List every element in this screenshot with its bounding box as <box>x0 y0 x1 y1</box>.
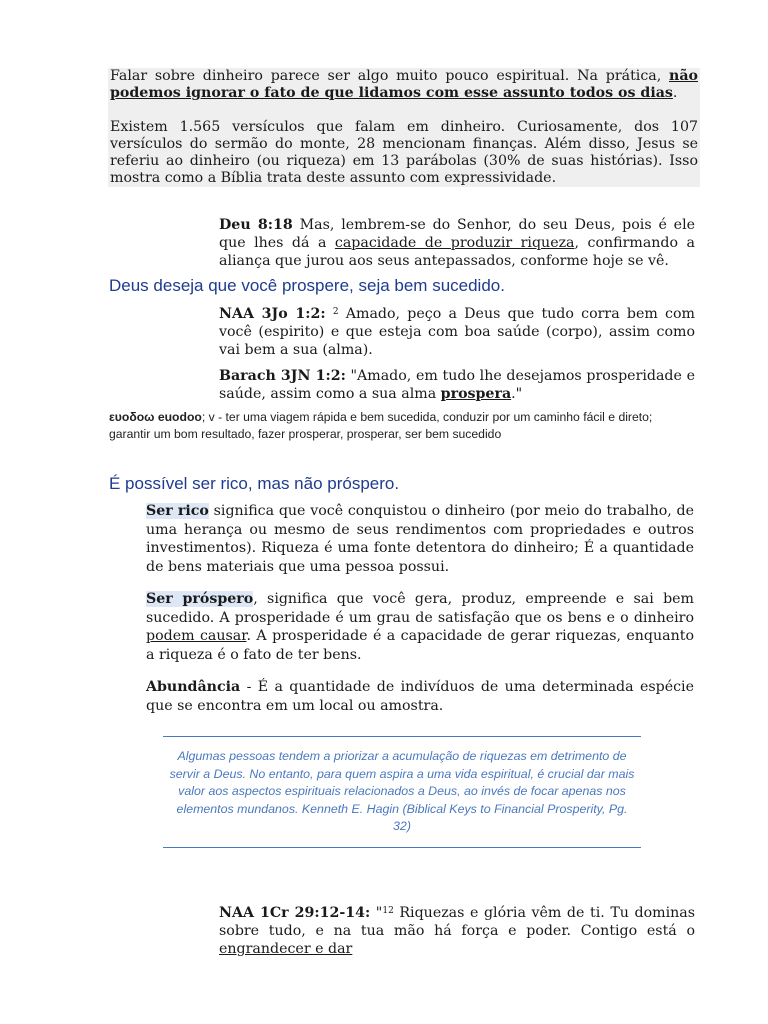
greek-text: ; v - ter uma viagem rápida e bem sucedida, conduzir por um caminho fácil e direto; garantir um bom resultado, fazer prosperar, prosperar, ser bem sucedido <box>109 410 653 441</box>
definition-abundancia <box>146 678 694 715</box>
prospero-text-end: . A prosperidade é a capacidade de gerar riquezas, enquanto a riqueza é o fato de ter bens. <box>146 628 694 663</box>
abundancia-text: - É a quantidade de indivíduos de uma determinada espécie que se encontra em um local ou amostra. <box>146 679 694 714</box>
deu-quote <box>219 216 695 270</box>
verse-number: 12 <box>382 906 394 916</box>
cr-text: Riquezas e glória vêm de ti. Tu dominas sobre tudo, e na tua mão há força e poder. Contigo está o <box>219 905 695 939</box>
callout-quote <box>163 736 641 848</box>
heading-prosperar: Deus deseja que você prospere, seja bem sucedido. <box>109 276 505 295</box>
barach-ref: Barach 3JN 1:2: <box>219 368 346 384</box>
deu-underline: capacidade de produzir riqueza <box>334 235 575 251</box>
barach-quote <box>219 367 695 403</box>
barach-text: "Amado, em tudo lhe desejamos prosperidade e saúde, assim como a sua alma <box>219 368 695 402</box>
naa-3jo-ref: NAA 3Jo 1:2: <box>219 306 326 322</box>
naa-1cr-ref: NAA 1Cr 29:12-14: <box>219 905 371 921</box>
intro-paragraph-1 <box>110 68 698 102</box>
barach-text-end: ." <box>511 386 523 402</box>
prospero-text: , significa que você gera, produz, empreende e sai bem sucedido. A prosperidade é um grau de satisfação que os bens e o dinheiro <box>146 591 694 626</box>
definition-rico <box>146 502 694 576</box>
deu-text-end: , confirmando a aliança que jurou aos seus antepassados, conforme hoje se vê. <box>219 235 695 269</box>
term-abundancia: Abundância <box>146 679 241 695</box>
barach-emphasis: prospera <box>440 386 512 402</box>
naa-1cr-quote <box>219 904 695 958</box>
term-ser-rico: Ser rico <box>146 503 209 519</box>
callout-text: Algumas pessoas tendem a priorizar a acumulação de riquezas em detrimento de servir a Deus. No entanto, para quem aspira a uma vida espiritual, é crucial dar mais valor aos aspectos espirituais relacionados a Deus, ao invés de focar apenas nos elementos mundanos. Kenneth E. Hagin (Biblical Keys to Financial Prosperity, Pg. 32) <box>169 749 635 834</box>
intro-end: . <box>672 85 678 101</box>
naa-3jo-text: Amado, peço a Deus que tudo corra bem com você (espirito) e que esteja com boa saúde (corpo), assim como vai bem a sua (alma). <box>219 306 695 358</box>
term-ser-prospero: Ser próspero <box>146 591 254 607</box>
cr-underline: engrandecer e dar <box>219 941 353 957</box>
cr-open-quote: " <box>370 905 383 921</box>
greek-definition <box>109 409 695 443</box>
prospero-underline: podem causar <box>146 628 247 644</box>
verse-number: 2 <box>332 307 339 317</box>
deu-ref: Deu 8:18 <box>219 217 293 233</box>
rico-text: significa que você conquistou o dinheiro (por meio do trabalho, de uma herança ou mesmo de seus rendimentos com propriedades e outros investimentos). Riqueza é uma fonte detentora do dinheiro; É a quantidade de bens materiais que uma pessoa possui. <box>146 503 694 575</box>
naa-3jo-quote <box>219 305 695 359</box>
intro-text: Falar sobre dinheiro parece ser algo muito pouco espiritual. Na prática, <box>110 68 670 84</box>
deu-text: Mas, lembrem-se do Senhor, do seu Deus, pois é ele que lhes dá a <box>219 217 695 251</box>
intro-paragraph-2: Existem 1.565 versículos que falam em dinheiro. Curiosamente, dos 107 versículos do sermão do monte, 28 mencionam finanças. Além disso, Jesus se referiu ao dinheiro (ou riqueza) em 13 parábolas (30% de suas histórias). Isso mostra como a Bíblia trata deste assunto com expressividade. <box>110 119 698 186</box>
heading-rico-prospero: É possível ser rico, mas não próspero. <box>109 474 400 493</box>
intro-emphasis: não podemos ignorar o fato de que lidamos com esse assunto todos os dias <box>110 68 698 101</box>
greek-word: ευοδοω euodoo <box>109 410 202 424</box>
definition-prospero <box>146 590 694 664</box>
intro-section <box>108 68 700 187</box>
